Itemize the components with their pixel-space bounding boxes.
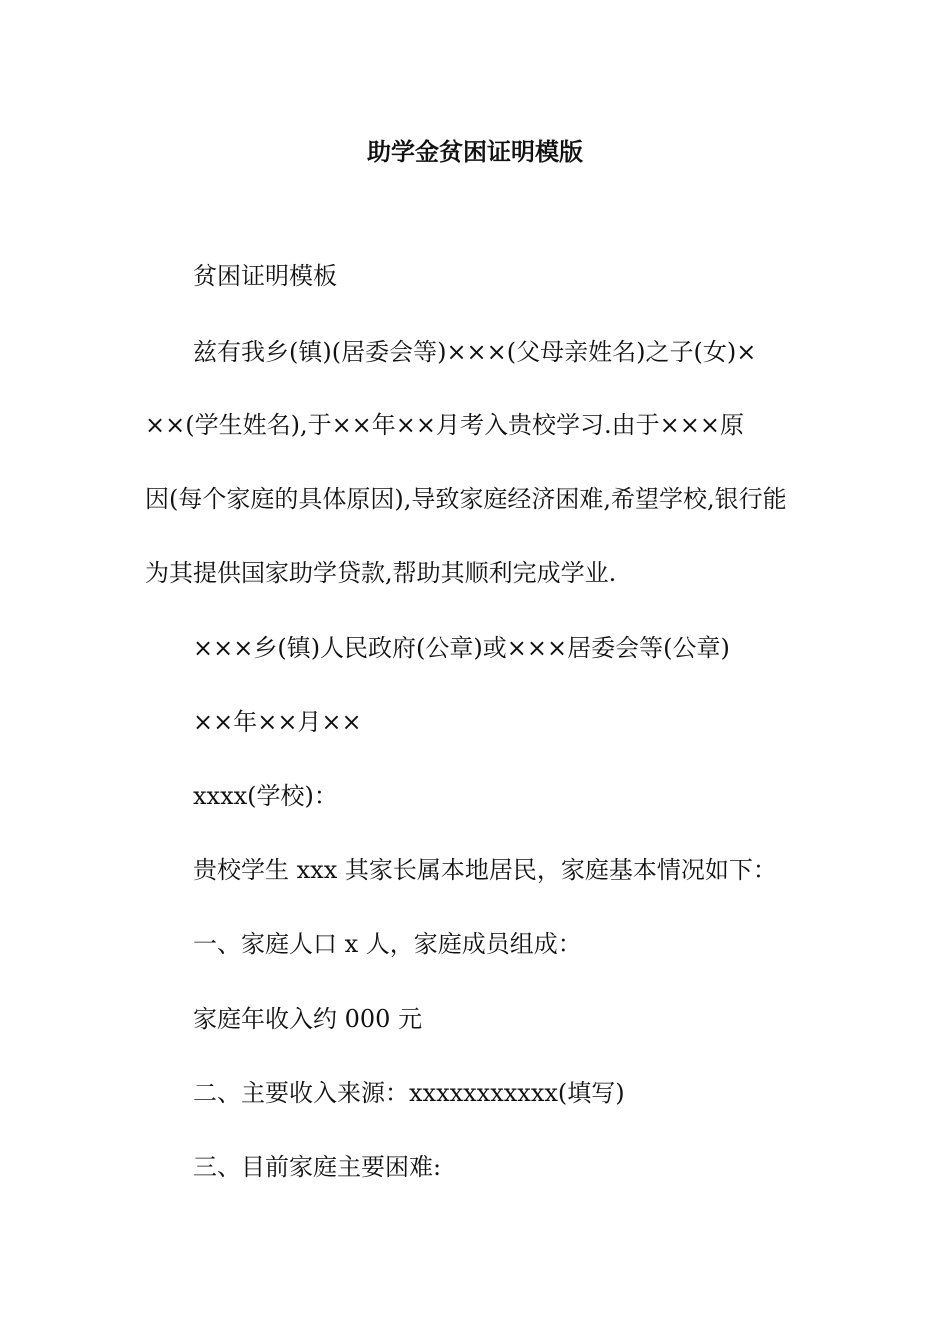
paragraph-line-3: 因(每个家庭的具体原因),导致家庭经济困难,希望学校,银行能 <box>145 485 787 513</box>
paragraph-line-1: 兹有我乡(镇)(居委会等)×××(父母亲姓名)之子(女)× <box>193 338 757 366</box>
document-title: 助学金贫困证明模版 <box>367 138 583 166</box>
heading-poverty-template: 贫困证明模板 <box>193 262 337 290</box>
paragraph-line-2: ××(学生姓名),于××年××月考入贵校学习.由于×××原 <box>145 411 744 439</box>
family-income-line: 家庭年收入约 000 元 <box>193 1005 423 1033</box>
income-source-line: 二、主要收入来源：xxxxxxxxxxx(填写) <box>193 1079 625 1107</box>
date-line: ××年××月×× <box>193 708 362 736</box>
paragraph-line-4: 为其提供国家助学贷款,帮助其顺利完成学业. <box>145 559 617 587</box>
student-intro-line: 贵校学生 xxx 其家长属本地居民，家庭基本情况如下： <box>193 856 777 884</box>
family-members-line: 一、家庭人口 x 人，家庭成员组成： <box>193 930 582 958</box>
seal-line: ×××乡(镇)人民政府(公章)或×××居委会等(公章) <box>193 634 730 662</box>
main-difficulty-line: 三、目前家庭主要困难: <box>193 1153 442 1181</box>
school-salutation: xxxx(学校)： <box>193 782 338 810</box>
